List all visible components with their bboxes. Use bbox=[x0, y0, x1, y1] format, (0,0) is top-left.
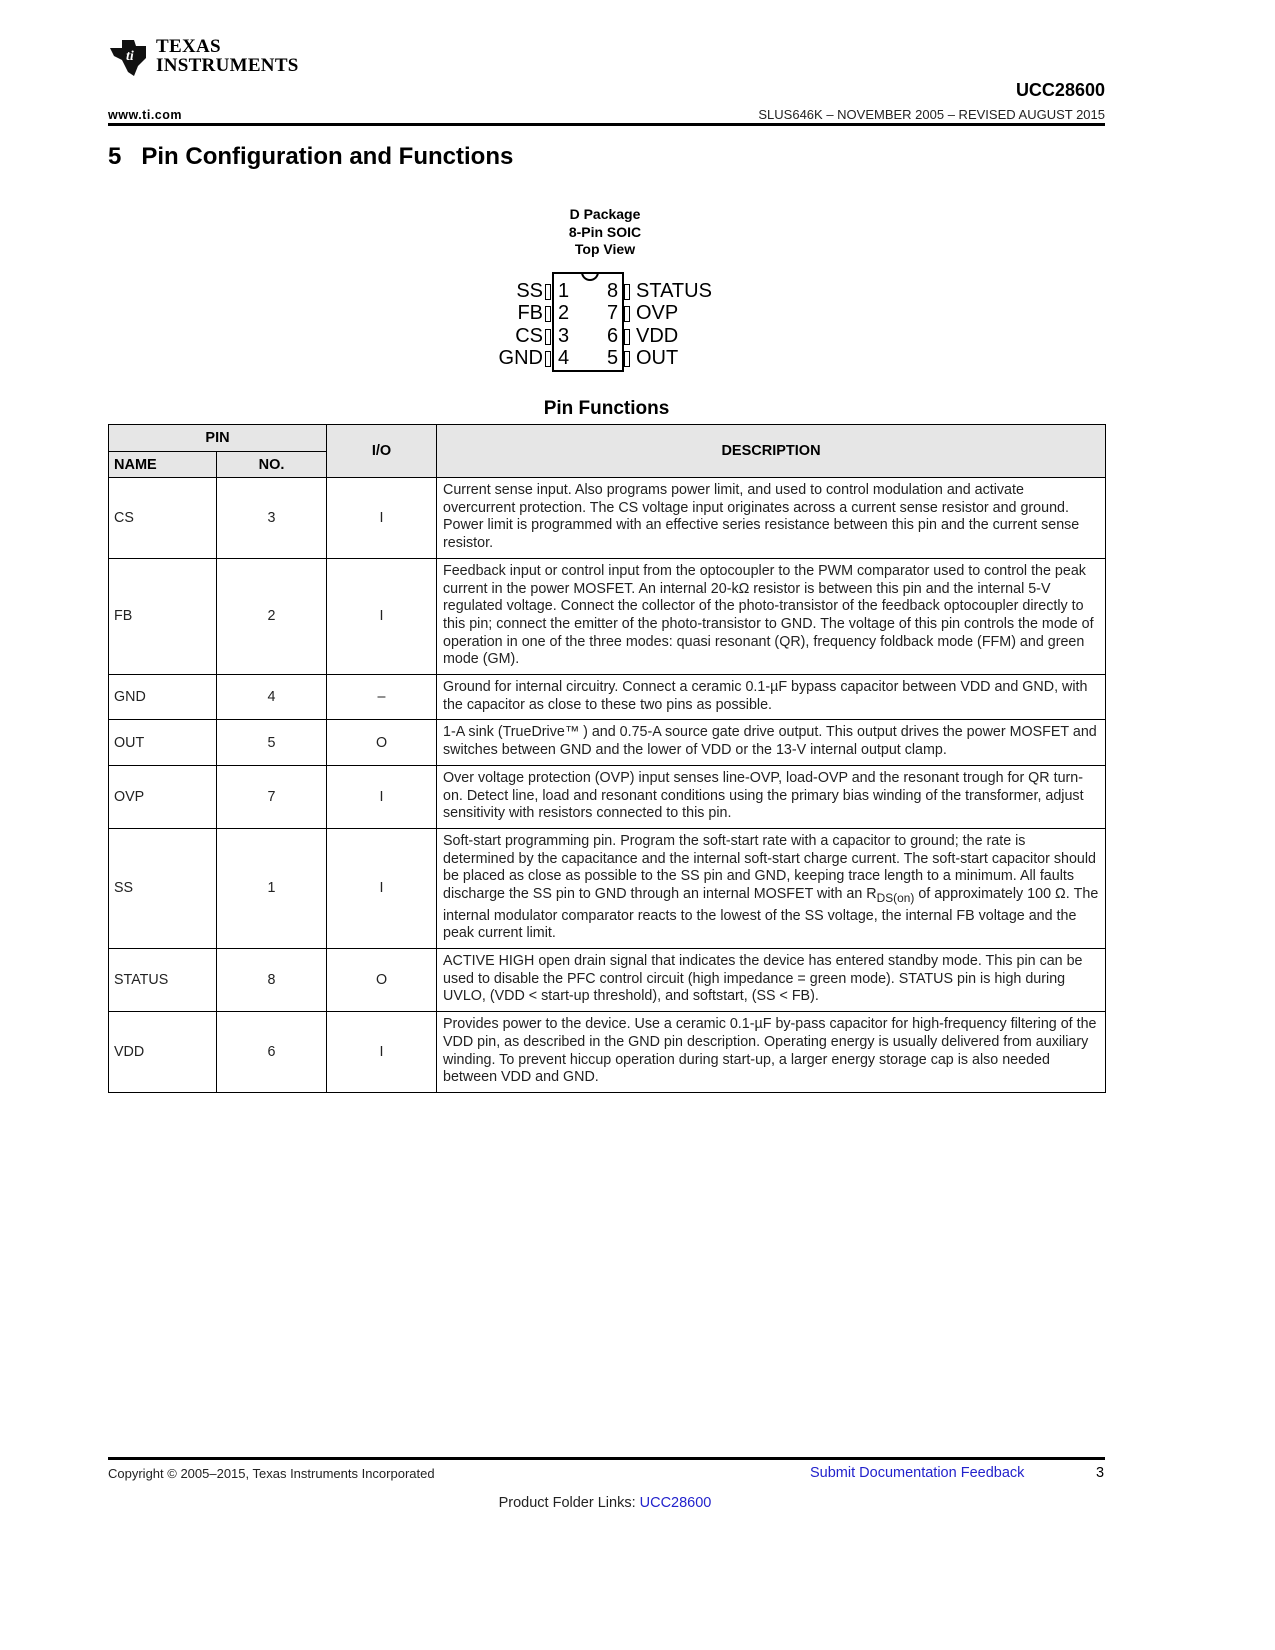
pin-number: 7 bbox=[607, 302, 619, 324]
pin-description-cell bbox=[437, 828, 1106, 948]
pin-no-cell: 7 bbox=[217, 765, 327, 828]
pin-number: 4 bbox=[558, 347, 570, 369]
package-line3: Top View bbox=[574, 241, 636, 257]
pin-io-cell: I bbox=[327, 478, 437, 559]
ti-logo-icon bbox=[108, 36, 150, 76]
pin-lead bbox=[624, 306, 630, 322]
product-folder-link[interactable]: UCC28600 bbox=[639, 1495, 712, 1511]
pin-name-right: OVP bbox=[636, 302, 679, 324]
description-subscript: DS(on) bbox=[876, 890, 915, 905]
pin-name-left: SS bbox=[516, 280, 543, 302]
header-description: DESCRIPTION bbox=[437, 425, 1106, 478]
description-text: Provides power to the device. Use a ceramic 0.1-µF by-pass capacitor for high-frequency filtering of the VDD pin, as described in the GND pin description. Operating energy is usually delivered from auxiliary winding. To prevent hiccup operation during start-up, a larger energy storage cap is also needed between VDD and GND. bbox=[443, 1016, 1097, 1086]
pin-no-cell: 8 bbox=[217, 949, 327, 1012]
product-folder-links bbox=[0, 1495, 1210, 1511]
pin-number: 1 bbox=[558, 280, 570, 302]
pin-number: 2 bbox=[558, 302, 570, 324]
header-no: NO. bbox=[217, 452, 327, 478]
pin-description-cell bbox=[437, 478, 1106, 559]
pin-no-cell: 3 bbox=[217, 478, 327, 559]
pin-io-cell: O bbox=[327, 949, 437, 1012]
description-text: ACTIVE HIGH open drain signal that indicates the device has entered standby mode. This pin can be used to disable the PFC control circuit (high impedance = green mode). STATUS pin is high during UVLO, (VDD < start-up threshold), and softstart, (SS < FB). bbox=[443, 953, 1083, 1005]
copyright: Copyright © 2005–2015, Texas Instruments Incorporated bbox=[108, 1466, 435, 1481]
pin-description-cell bbox=[437, 1012, 1106, 1093]
table-row bbox=[109, 765, 1106, 828]
description-text: 1-A sink (TrueDrive™ ) and 0.75-A source gate drive output. This output drives the power MOSFET and switches between GND and the lower of VDD or the 13-V internal output clamp. bbox=[443, 724, 1097, 759]
logo-line1: TEXAS bbox=[156, 36, 221, 57]
table-row bbox=[109, 1012, 1106, 1093]
pin-description-cell bbox=[437, 720, 1106, 765]
pin-name-cell: CS bbox=[109, 478, 217, 559]
pin-io-cell: I bbox=[327, 765, 437, 828]
pin-name-right: VDD bbox=[636, 325, 679, 347]
pin-lead bbox=[545, 329, 551, 345]
product-folder-label: Product Folder Links: bbox=[498, 1495, 640, 1511]
part-number: UCC28600 bbox=[1015, 80, 1105, 100]
table-row bbox=[109, 828, 1106, 948]
table-row bbox=[109, 720, 1106, 765]
document-id: SLUS646K – NOVEMBER 2005 – REVISED AUGUST 2015 bbox=[758, 107, 1105, 122]
pin-name-cell: FB bbox=[109, 558, 217, 674]
pin-name-left: CS bbox=[515, 325, 543, 347]
pin-name-left: GND bbox=[498, 347, 543, 369]
pin-no-cell: 1 bbox=[217, 828, 327, 948]
pin-lead bbox=[545, 284, 551, 300]
pin-name-cell: STATUS bbox=[109, 949, 217, 1012]
description-text: Feedback input or control input from the optocoupler to the PWM comparator used to control the peak current in the power MOSFET. An internal 20-kΩ resistor is between this pin and the internal 5-V regulated voltage. Connect the collector of the photo-transistor of the feedback optocoupler directly to this pin; connect the emitter of the photo-transistor to GND. The voltage of this pin controls the mode of operation in one of the three modes: quasi resonant (QR), frequency foldback mode (FFM) and green mode (GM). bbox=[443, 562, 1094, 668]
pin-no-cell: 5 bbox=[217, 720, 327, 765]
pin-number: 5 bbox=[607, 347, 619, 369]
description-text: Over voltage protection (OVP) input senses line-OVP, load-OVP and the resonant trough for QR turn-on. Detect line, load and resonant conditions using the primary bias winding of the transformer, adjust sensitivity with resistors connected to this pin. bbox=[443, 769, 1084, 822]
pin-number: 8 bbox=[607, 280, 619, 302]
pin-lead bbox=[624, 284, 630, 300]
pin-name-cell: OUT bbox=[109, 720, 217, 765]
pin-description-cell bbox=[437, 675, 1106, 720]
section-title: Pin Configuration and Functions bbox=[141, 143, 514, 170]
pin-name-cell: OVP bbox=[109, 765, 217, 828]
pin-lead bbox=[545, 306, 551, 322]
ti-logo bbox=[108, 36, 299, 76]
pin-no-cell: 6 bbox=[217, 1012, 327, 1093]
table-row bbox=[109, 558, 1106, 674]
pin-description-cell bbox=[437, 558, 1106, 674]
header-name: NAME bbox=[109, 452, 217, 478]
section-number: 5 bbox=[108, 143, 122, 170]
description-text: Current sense input. Also programs power limit, and used to control modulation and activate overcurrent protection. The CS voltage input originates across a current sense resistor and ground. Power limit is programmed with an effective series resistance between this pin and the current sense resistor. bbox=[443, 482, 1080, 552]
pin-functions-table bbox=[108, 424, 1106, 1093]
pin-number: 3 bbox=[558, 325, 570, 347]
table-row bbox=[109, 675, 1106, 720]
footer-rule bbox=[108, 1457, 1105, 1460]
pin-lead bbox=[624, 329, 630, 345]
table-title: Pin Functions bbox=[543, 398, 670, 419]
table-row bbox=[109, 478, 1106, 559]
pin-name-right: OUT bbox=[636, 347, 679, 369]
package-line1: D Package bbox=[569, 206, 641, 222]
pin-io-cell: I bbox=[327, 558, 437, 674]
svg-text:ti: ti bbox=[126, 49, 134, 64]
pin-name-left: FB bbox=[517, 302, 543, 324]
pin-description-cell bbox=[437, 765, 1106, 828]
pin-no-cell: 4 bbox=[217, 675, 327, 720]
page-number: 3 bbox=[1096, 1465, 1105, 1481]
description-text-tail: of approximately 100 Ω. The internal modulator comparator reacts to the lowest of the SS voltage, the internal FB voltage and the peak current limit. bbox=[443, 886, 1099, 942]
header-rule bbox=[108, 123, 1105, 126]
pin-lead bbox=[545, 351, 551, 367]
pin-io-cell: – bbox=[327, 675, 437, 720]
section-heading bbox=[108, 143, 513, 171]
package-caption bbox=[505, 206, 705, 259]
pin-io-cell: I bbox=[327, 1012, 437, 1093]
pin-name-right: STATUS bbox=[636, 280, 712, 302]
header-pin: PIN bbox=[109, 425, 327, 452]
header-io: I/O bbox=[327, 425, 437, 478]
pin-no-cell: 2 bbox=[217, 558, 327, 674]
pin-lead bbox=[624, 351, 630, 367]
pin-number: 6 bbox=[607, 325, 619, 347]
description-text: Soft-start programming pin. Program the soft-start rate with a capacitor to ground; the rate is determined by the capacitance and the internal soft-start charge current. The soft-start capacitor should be placed as close as possible to the SS pin and GND, keeping trace length to a minimum. All faults discharge the SS pin to GND through an internal MOSFET with an R bbox=[443, 832, 1096, 903]
pin-io-cell: I bbox=[327, 828, 437, 948]
package-line2: 8-Pin SOIC bbox=[568, 223, 642, 240]
pin-name-cell: GND bbox=[109, 675, 217, 720]
table-row bbox=[109, 949, 1106, 1012]
pin-description-cell bbox=[437, 949, 1106, 1012]
pin-name-cell: SS bbox=[109, 828, 217, 948]
pin-io-cell: O bbox=[327, 720, 437, 765]
logo-line2: INSTRUMENTS bbox=[156, 55, 299, 76]
submit-feedback-link[interactable]: Submit Documentation Feedback bbox=[810, 1465, 1025, 1481]
pin-name-cell: VDD bbox=[109, 1012, 217, 1093]
website-link[interactable]: www.ti.com bbox=[108, 108, 182, 122]
description-text: Ground for internal circuitry. Connect a ceramic 0.1-µF bypass capacitor between VDD and GND, with the capacitor as close to these two pins as possible. bbox=[443, 679, 1088, 713]
